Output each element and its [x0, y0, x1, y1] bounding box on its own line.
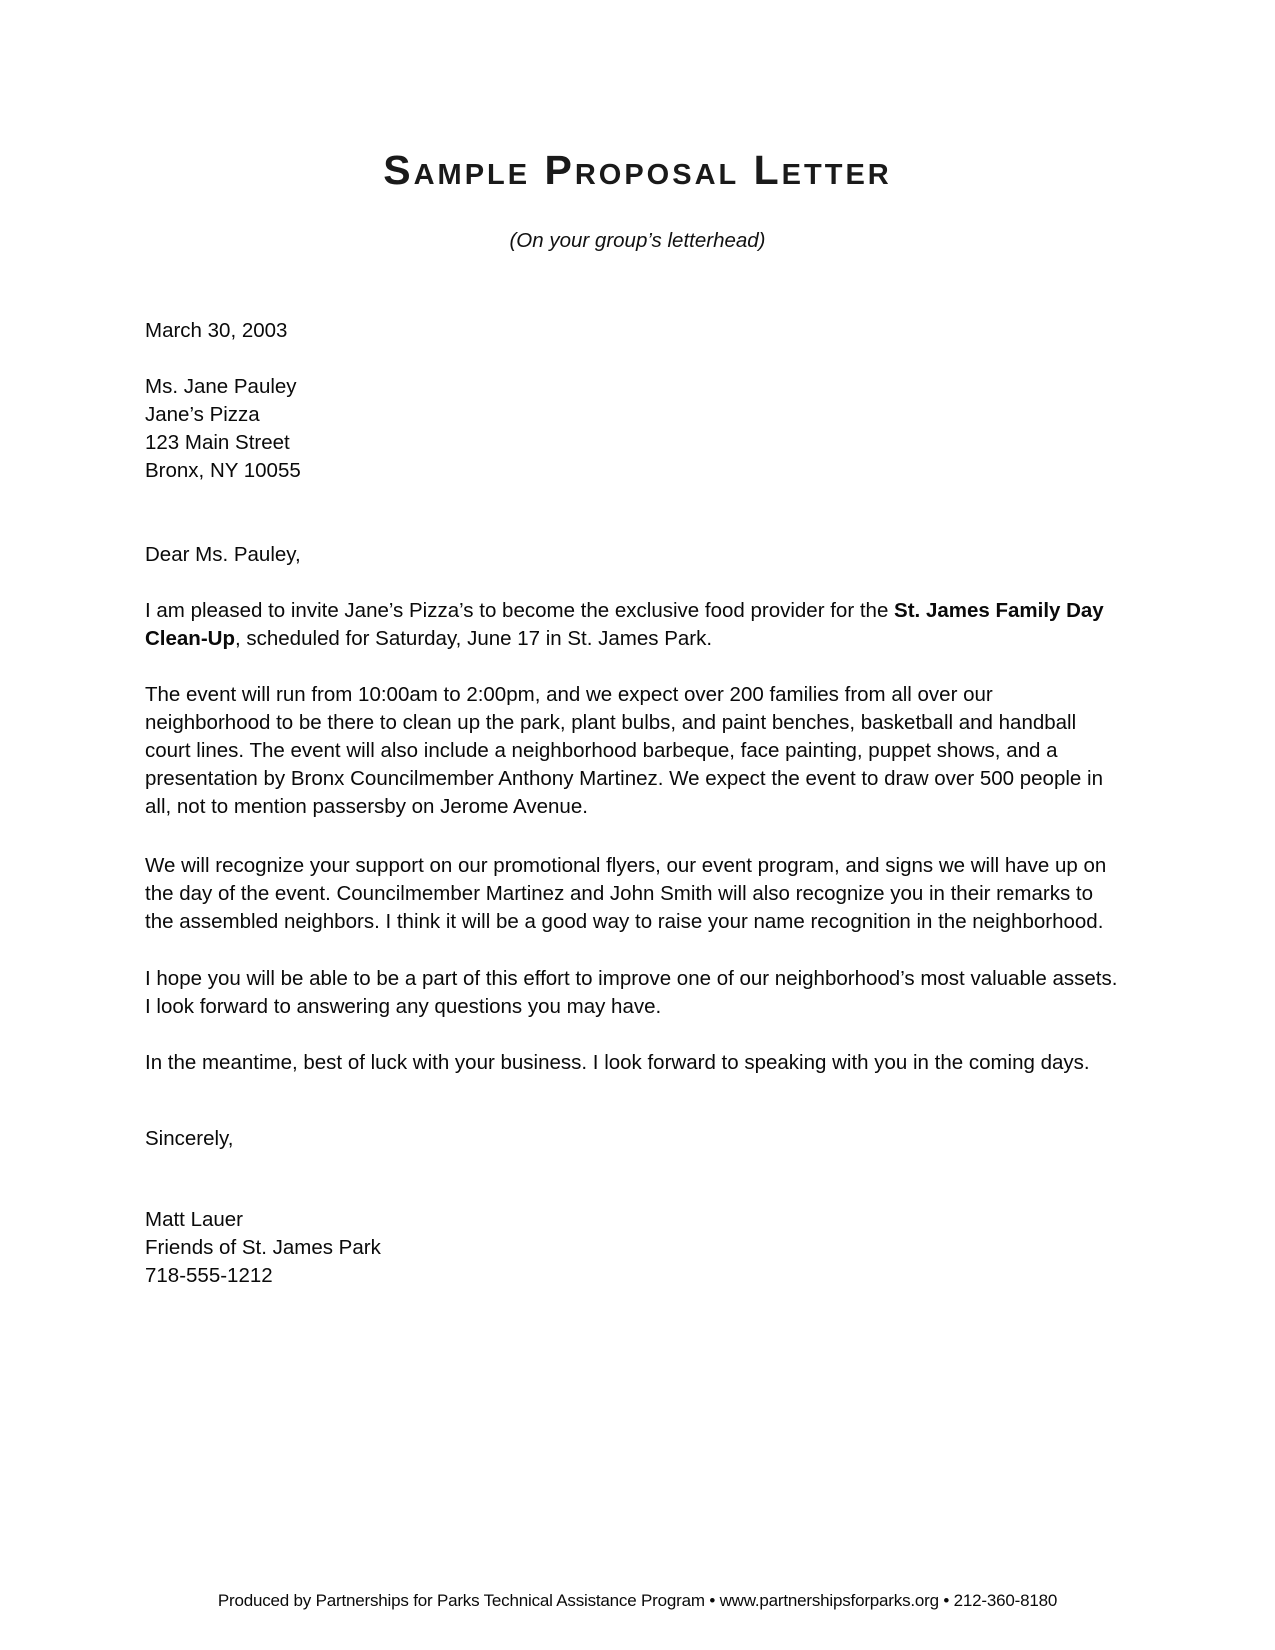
- address-line: Bronx, NY 10055: [145, 459, 301, 482]
- letter-paragraph: [145, 1049, 1120, 1077]
- letter-paragraph: [145, 852, 1120, 936]
- letter-paragraph: [145, 965, 1120, 1021]
- footer-credit: Produced by Partnerships for Parks Technical Assistance Program • www.partnershipsforparks.org • 212-360-8180: [217, 1591, 1058, 1610]
- closing: Sincerely,: [145, 1127, 234, 1150]
- signature-line: 718-555-1212: [145, 1264, 273, 1287]
- signature-block: [145, 1206, 1120, 1290]
- letter-date: March 30, 2003: [145, 319, 288, 342]
- address-line: Ms. Jane Pauley: [145, 375, 297, 398]
- address-line: 123 Main Street: [145, 431, 290, 454]
- page-title: Sample Proposal Letter: [383, 147, 892, 193]
- signature-line: Matt Lauer: [145, 1208, 243, 1231]
- letter-paragraph: [145, 681, 1120, 821]
- salutation: Dear Ms. Pauley,: [145, 543, 301, 566]
- text-segment: We will recognize your support on our promotional flyers, our event program, and signs we will have up on the day of the event. Councilmember Martinez and John Smith will also recognize you in their remarks to the assembled neighbors. I think it will be a good way to raise your name recognition in the neighborhood.: [145, 854, 1107, 933]
- text-segment: I hope you will be able to be a part of this effort to improve one of our neighborhood’s most valuable assets. I look forward to answering any questions you may have.: [145, 967, 1118, 1018]
- bold-text-segment: St. James Family Day Clean-Up: [145, 599, 1104, 650]
- recipient-address: [145, 373, 1120, 485]
- address-line: Jane’s Pizza: [145, 403, 260, 426]
- page-subtitle: (On your group’s letterhead): [509, 229, 766, 252]
- text-segment: In the meantime, best of luck with your business. I look forward to speaking with you in the coming days.: [145, 1051, 1090, 1074]
- text-segment: I am pleased to invite Jane’s Pizza’s to become the exclusive food provider for the: [145, 599, 895, 622]
- letter-paragraph: [145, 597, 1120, 653]
- text-segment: , scheduled for Saturday, June 17 in St. James Park.: [234, 627, 713, 650]
- letter-body: [145, 597, 1120, 1105]
- signature-line: Friends of St. James Park: [145, 1236, 381, 1259]
- text-segment: The event will run from 10:00am to 2:00pm, and we expect over 200 families from all over our neighborhood to be there to clean up the park, plant bulbs, and paint benches, basketball and handball court lines. The event will also include a neighborhood barbeque, face painting, puppet shows, and a presentation by Bronx Councilmember Anthony Martinez. We expect the event to draw over 500 people in all, not to mention passersby on Jerome Avenue.: [145, 683, 1103, 818]
